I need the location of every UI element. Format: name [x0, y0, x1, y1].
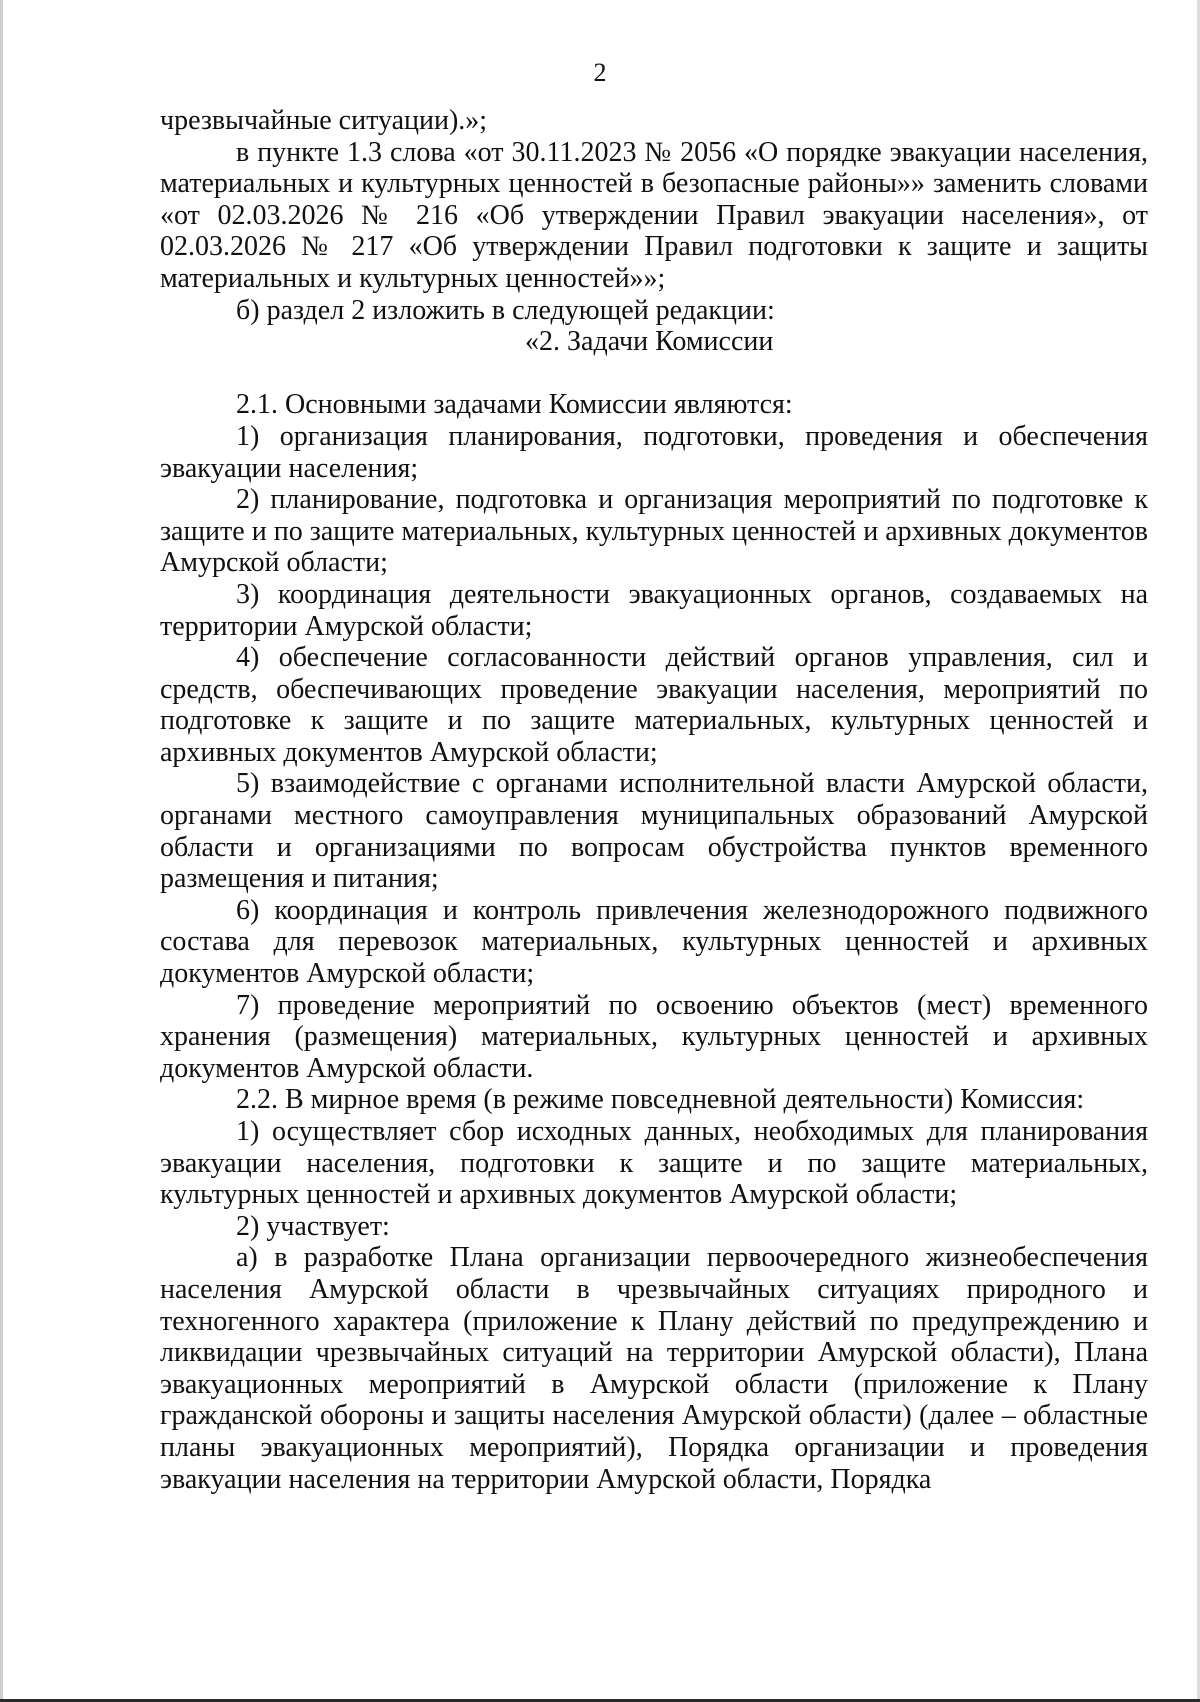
list-item-task-2: 2) планирование, подготовка и организация мероприятий по подготовке к защите и по защите материальных, культурных ценностей и архивных документов Амурской области; [160, 484, 1148, 579]
list-item-task-5: 5) взаимодействие с органами исполнительной власти Амурской области, органами местного самоуправления муниципальных образований Амурской области и организациями по вопросам обустройства пунктов временного размещения и питания; [160, 768, 1148, 895]
list-item-peacetime-2a: а) в разработке Плана организации первоочередного жизнеобеспечения населения Амурской области в чрезвычайных ситуациях природного и техногенного характера (приложение к Плану действий по предупреждению и ликвидации чрезвычайных ситуаций на территории Амурской области), Плана эвакуационных мероприятий в Амурской области (приложение к Плану гражданской обороны и защиты населения Амурской области) (далее – областные планы эвакуационных мероприятий), Порядка организации и проведения эвакуации населения на территории Амурской области, Порядка [160, 1242, 1148, 1495]
document-body [160, 105, 1148, 1495]
list-item-task-6: 6) координация и контроль привлечения железнодорожного подвижного состава для перевозок материальных, культурных ценностей и архивных документов Амурской области; [160, 894, 1148, 990]
paragraph-2-2: 2.2. В мирное время (в режиме повседневной деятельности) Комиссия: [236, 1084, 1085, 1116]
list-item-task-3: 3) координация деятельности эвакуационных органов, создаваемых на территории Амурской области; [160, 578, 1148, 642]
blank-line [160, 358, 1148, 390]
paragraph-amendment-1-3: в пункте 1.3 слова «от 30.11.2023 № 2056 «О порядке эвакуации населения, материальных и культурных ценностей в безопасные районы»» заменить словами «от 02.03.2026 № 216 «Об утверждении Правил эвакуации населения», от 02.03.2026 № 217 «Об утверждении Правил подготовки к защите и защиты материальных и культурных ценностей»»; [160, 136, 1148, 294]
paragraph-continuation: чрезвычайные ситуации).»; [160, 105, 488, 136]
list-item-task-7: 7) проведение мероприятий по освоению объектов (мест) временного хранения (размещения) материальных, культурных ценностей и архивных документов Амурской области. [160, 989, 1148, 1084]
list-item-peacetime-2: 2) участвует: [236, 1210, 390, 1242]
paragraph-amendment-section-2: б) раздел 2 изложить в следующей редакции: [236, 294, 775, 326]
section-heading: «2. Задачи Комиссии [525, 326, 774, 358]
list-item-task-4: 4) обеспечение согласованности действий органов управления, сил и средств, обеспечивающих проведение эвакуации населения, мероприятий по подготовке к защите и по защите материальных, культурных ценностей и архивных документов Амурской области; [160, 642, 1148, 768]
scan-left-edge [0, 0, 3, 1702]
page-number: 2 [593, 58, 607, 87]
list-item-peacetime-1: 1) осуществляет сбор исходных данных, необходимых для планирования эвакуации населения, подготовки к защите и по защите материальных, культурных ценностей и архивных документов Амурской области; [160, 1116, 1148, 1211]
list-item-task-1: 1) организация планирования, подготовки, проведения и обеспечения эвакуации населения; [160, 420, 1148, 484]
paragraph-2-1: 2.1. Основными задачами Комиссии являются: [236, 389, 793, 421]
